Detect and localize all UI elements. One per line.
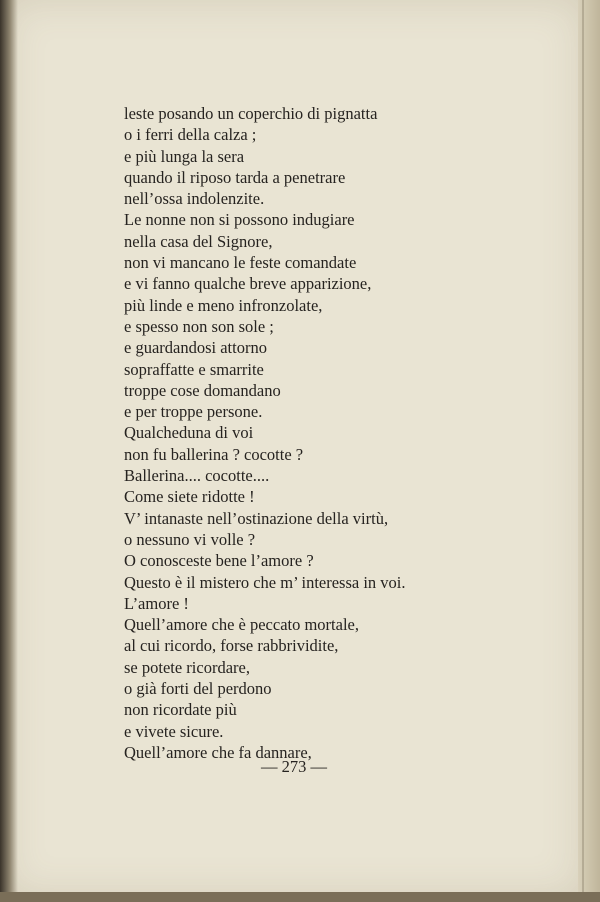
poem-line: O conosceste bene l’amore ? — [124, 551, 314, 571]
poem-line: leste posando un coperchio di pignatta — [124, 104, 378, 123]
poem-line: Quell’amore che fa dannare, — [124, 742, 312, 762]
poem-line: e vi fanno qualche breve apparizione, — [124, 274, 372, 294]
poem-line: non fu ballerina ? cocotte ? — [124, 444, 304, 464]
poem-line: non vi mancano le feste comandate — [124, 253, 357, 273]
poem-line: se potete ricordare, — [124, 657, 250, 677]
page-edge — [578, 0, 600, 902]
poem-line: Qualcheduna di voi — [124, 423, 254, 443]
book-page — [6, 0, 582, 896]
poem-line: al cui ricordo, forse rabbrividite, — [124, 636, 339, 656]
poem-line: L’amore ! — [124, 593, 189, 613]
poem-line: e più lunga la sera — [124, 146, 245, 166]
poem-text — [124, 103, 406, 763]
poem-line: e per troppe persone. — [124, 402, 263, 422]
poem-line: nella casa del Signore, — [124, 231, 273, 251]
spine-shadow — [0, 0, 18, 902]
poem-line: e vivete sicure. — [124, 721, 224, 741]
poem-line: nell’ossa indolenzite. — [124, 189, 265, 209]
poem-line: Le nonne non si possono indugiare — [124, 210, 355, 230]
poem-line: e spesso non son sole ; — [124, 316, 274, 336]
poem-line: quando il riposo tarda a penetrare — [124, 167, 346, 187]
poem-line: Ballerina.... cocotte.... — [124, 466, 270, 486]
poem-line: sopraffatte e smarrite — [124, 359, 264, 379]
poem-line: Questo è il mistero che m’ interessa in voi. — [124, 572, 406, 592]
poem-line: Quell’amore che è peccato mortale, — [124, 615, 359, 635]
poem-line: più linde e meno infronzolate, — [124, 295, 323, 315]
poem-line: e guardandosi attorno — [124, 338, 267, 358]
poem-line: o nessuno vi volle ? — [124, 529, 256, 549]
poem-line: o già forti del perdono — [124, 679, 272, 699]
poem-line: troppe cose domandano — [124, 380, 281, 400]
page-number: — 273 — — [261, 757, 327, 776]
poem-line: Come siete ridotte ! — [124, 487, 255, 507]
poem-line: V’ intanaste nell’ostinazione della virtù, — [124, 508, 389, 528]
poem-line: non ricordate più — [124, 700, 237, 720]
poem-line: o i ferri della calza ; — [124, 125, 257, 145]
bottom-edge — [0, 892, 600, 902]
